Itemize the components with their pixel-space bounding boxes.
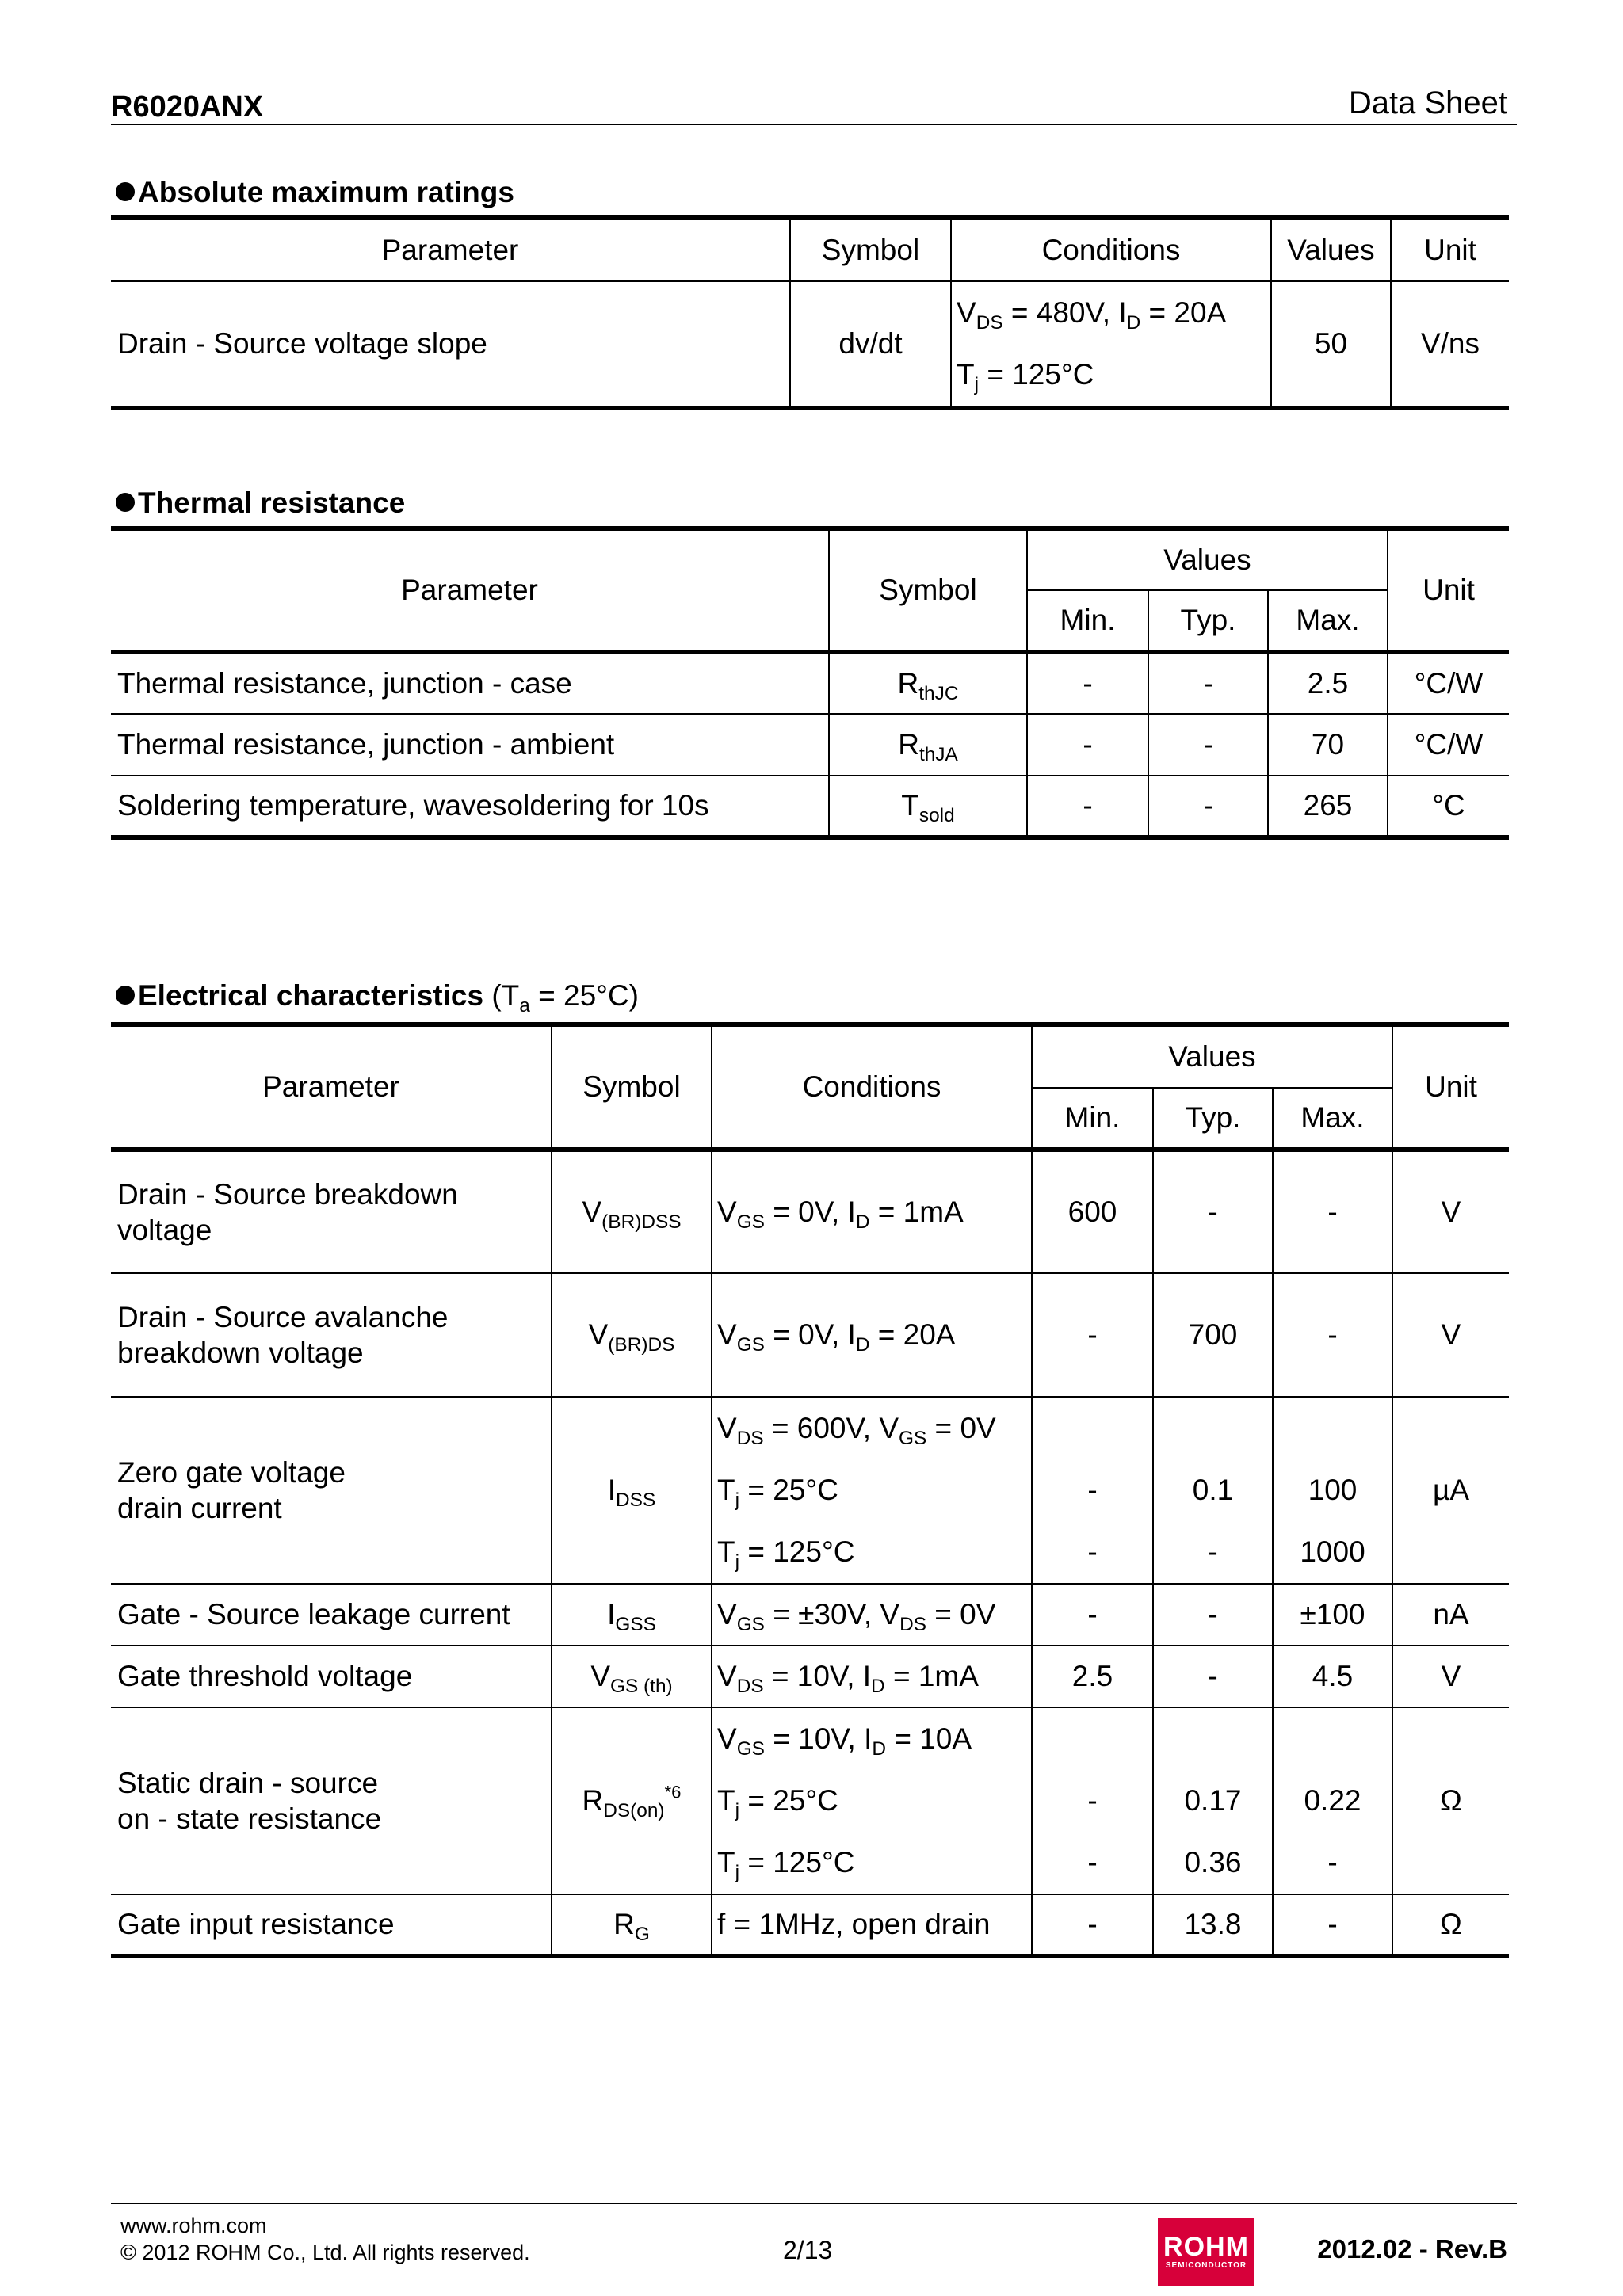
conditions-cell: f = 1MHz, open drain: [712, 1894, 1032, 1956]
part-number: R6020ANX: [111, 90, 264, 124]
header-values: Values: [1027, 528, 1388, 590]
conditions-cell: [712, 1397, 1032, 1584]
max-cell: 4.5: [1273, 1646, 1392, 1707]
footer-copyright: © 2012 ROHM Co., Ltd. All rights reserved.: [120, 2241, 530, 2264]
max-cell: 265: [1268, 776, 1388, 837]
unit-cell: µA: [1392, 1397, 1509, 1584]
condition-line: $V_{DS} = 480V$, $I_D = 20A$: [957, 296, 1227, 334]
typ-cell: 13.8: [1153, 1894, 1273, 1956]
max-cell: 100 1000: [1273, 1397, 1392, 1584]
table-row: [111, 1397, 1509, 1584]
param-cell: Drain - Source avalanche breakdown voltage: [111, 1273, 552, 1397]
table-row: [111, 1707, 1509, 1894]
min-cell: -: [1032, 1894, 1153, 1956]
table-row: [111, 1273, 1509, 1397]
max-cell: 2.5: [1268, 652, 1388, 714]
unit-cell: V: [1392, 1150, 1509, 1273]
symbol-cell: $V_{GS (th)}$: [552, 1646, 712, 1707]
header-max: Max.: [1273, 1088, 1392, 1150]
header-symbol: Symbol: [552, 1024, 712, 1150]
symbol-cell: $I_{DSS}$: [552, 1397, 712, 1584]
table-row: [111, 714, 1509, 776]
header-max: Max.: [1268, 590, 1388, 652]
header-unit: Unit: [1388, 528, 1509, 652]
max-cell: 70: [1268, 714, 1388, 776]
symbol-cell: $V_{(BR)DS}$: [552, 1273, 712, 1397]
param-cell: Drain - Source breakdown voltage: [111, 1150, 552, 1273]
table-row: [111, 281, 1509, 408]
conditions-cell: $V_{GS} = 0V$, $I_D = 1mA$: [712, 1150, 1032, 1273]
rohm-logo: [1158, 2218, 1254, 2286]
table-row: [111, 1894, 1509, 1956]
min-cell: - -: [1032, 1397, 1153, 1584]
header-unit: Unit: [1392, 1024, 1509, 1150]
electrical-table: [111, 1022, 1509, 1958]
symbol-cell: $R_{thJA}$: [829, 714, 1027, 776]
symbol-cell: $R_{thJC}$: [829, 652, 1027, 714]
typ-cell: -: [1148, 776, 1268, 837]
conditions-cell: $V_{GS} = \pm 30V$, $V_{DS} = 0V$: [712, 1584, 1032, 1646]
header-conditions: Conditions: [712, 1024, 1032, 1150]
header-typ: Typ.: [1153, 1088, 1273, 1150]
conditions-cell: $V_{DS} = 10V$, $I_D = 1mA$: [712, 1646, 1032, 1707]
min-cell: -: [1027, 714, 1148, 776]
typ-cell: -: [1153, 1584, 1273, 1646]
header-parameter: Parameter: [111, 218, 790, 281]
unit-cell: nA: [1392, 1584, 1509, 1646]
footer-rule: [111, 2203, 1517, 2204]
header-min: Min.: [1027, 590, 1148, 652]
min-cell: 2.5: [1032, 1646, 1153, 1707]
param-cell: Gate input resistance: [111, 1894, 552, 1956]
footer-url[interactable]: www.rohm.com: [120, 2214, 267, 2237]
electrical-title: Electrical characteristics $(T_a = 25^\circ C)$: [116, 979, 639, 1013]
max-cell: 0.22 -: [1273, 1707, 1392, 1894]
table-row: [111, 1584, 1509, 1646]
bullet-icon: [116, 182, 135, 201]
typ-cell: -: [1153, 1150, 1273, 1273]
param-cell: Gate threshold voltage: [111, 1646, 552, 1707]
typ-cell: 0.17 0.36: [1153, 1707, 1273, 1894]
header-min: Min.: [1032, 1088, 1153, 1150]
thermal-table: [111, 526, 1509, 840]
symbol-cell: $R_{DS(on)}^{*6}$: [552, 1707, 712, 1894]
param-cell: Drain - Source voltage slope: [111, 281, 790, 408]
table-row: [111, 652, 1509, 714]
electrical-note: $(T_a = 25^\circ C)$: [483, 979, 640, 1016]
min-cell: 600: [1032, 1150, 1153, 1273]
header-conditions: Conditions: [951, 218, 1271, 281]
symbol-cell: $T_{sold}$: [829, 776, 1027, 837]
header-symbol: Symbol: [790, 218, 951, 281]
logo-sub-text: SEMICONDUCTOR: [1165, 2261, 1247, 2270]
max-cell: -: [1273, 1150, 1392, 1273]
param-cell: Gate - Source leakage current: [111, 1584, 552, 1646]
typ-cell: -: [1148, 714, 1268, 776]
doc-type: Data Sheet: [1348, 86, 1507, 120]
symbol-cell: $V_{(BR)DSS}$: [552, 1150, 712, 1273]
min-cell: -: [1027, 776, 1148, 837]
header-values: Values: [1271, 218, 1391, 281]
value-cell: 50: [1271, 281, 1391, 408]
max-cell: -: [1273, 1273, 1392, 1397]
header-rule: [111, 124, 1517, 125]
unit-cell: Ω: [1392, 1707, 1509, 1894]
bullet-icon: [116, 986, 135, 1005]
table-row: [111, 1150, 1509, 1273]
page-number: 2/13: [783, 2236, 833, 2264]
max-cell: -: [1273, 1894, 1392, 1956]
unit-cell: °C: [1388, 776, 1509, 837]
absolute-max-table: [111, 215, 1509, 410]
header-parameter: Parameter: [111, 1024, 552, 1150]
condition-line: $T_j = 25^\circ C$: [717, 1784, 838, 1821]
unit-cell: V: [1392, 1273, 1509, 1397]
absolute-max-title: Absolute maximum ratings: [116, 176, 514, 209]
typ-cell: 700: [1153, 1273, 1273, 1397]
min-cell: - -: [1032, 1707, 1153, 1894]
unit-cell: °C/W: [1388, 652, 1509, 714]
typ-cell: -: [1153, 1646, 1273, 1707]
table-header-row: [111, 528, 1509, 590]
condition-line: $T_j = 125^\circ C$: [717, 1535, 855, 1573]
condition-line: $T_j = 125^\circ C$: [717, 1846, 855, 1883]
header-unit: Unit: [1391, 218, 1509, 281]
unit-cell: V/ns: [1391, 281, 1509, 408]
typ-cell: 0.1 -: [1153, 1397, 1273, 1584]
condition-line: $V_{DS} = 600V$, $V_{GS} = 0V$: [717, 1412, 996, 1449]
header-symbol: Symbol: [829, 528, 1027, 652]
param-cell: Thermal resistance, junction - case: [111, 652, 829, 714]
min-cell: -: [1032, 1584, 1153, 1646]
max-cell: ±100: [1273, 1584, 1392, 1646]
unit-cell: °C/W: [1388, 714, 1509, 776]
param-cell: Zero gate voltage drain current: [111, 1397, 552, 1584]
header-parameter: Parameter: [111, 528, 829, 652]
min-cell: -: [1027, 652, 1148, 714]
table-row: [111, 1646, 1509, 1707]
table-row: [111, 776, 1509, 837]
table-header-row: [111, 1024, 1509, 1088]
min-cell: -: [1032, 1273, 1153, 1397]
param-cell: Static drain - source on - state resistance: [111, 1707, 552, 1894]
header-typ: Typ.: [1148, 590, 1268, 652]
revision: 2012.02 - Rev.B: [1317, 2234, 1507, 2264]
thermal-title: Thermal resistance: [116, 486, 405, 520]
param-cell: Thermal resistance, junction - ambient: [111, 714, 829, 776]
conditions-cell: [712, 1707, 1032, 1894]
logo-main-text: ROHM: [1163, 2232, 1249, 2262]
symbol-cell: dv/dt: [790, 281, 951, 408]
condition-line: $V_{GS} = 10V$, $I_D = 10A$: [717, 1722, 972, 1760]
table-header-row: [111, 218, 1509, 281]
symbol-cell: $I_{GSS}$: [552, 1584, 712, 1646]
condition-line: $T_j = 25^\circ C$: [717, 1474, 838, 1511]
conditions-cell: [951, 281, 1271, 408]
unit-cell: Ω: [1392, 1894, 1509, 1956]
bullet-icon: [116, 493, 135, 512]
header-values: Values: [1032, 1024, 1392, 1088]
conditions-cell: $V_{GS} = 0V$, $I_D = 20A$: [712, 1273, 1032, 1397]
unit-cell: V: [1392, 1646, 1509, 1707]
condition-line: $T_j = 125^\circ C$: [957, 358, 1094, 395]
param-cell: Soldering temperature, wavesoldering for 10s: [111, 776, 829, 837]
symbol-cell: $R_G$: [552, 1894, 712, 1956]
typ-cell: -: [1148, 652, 1268, 714]
